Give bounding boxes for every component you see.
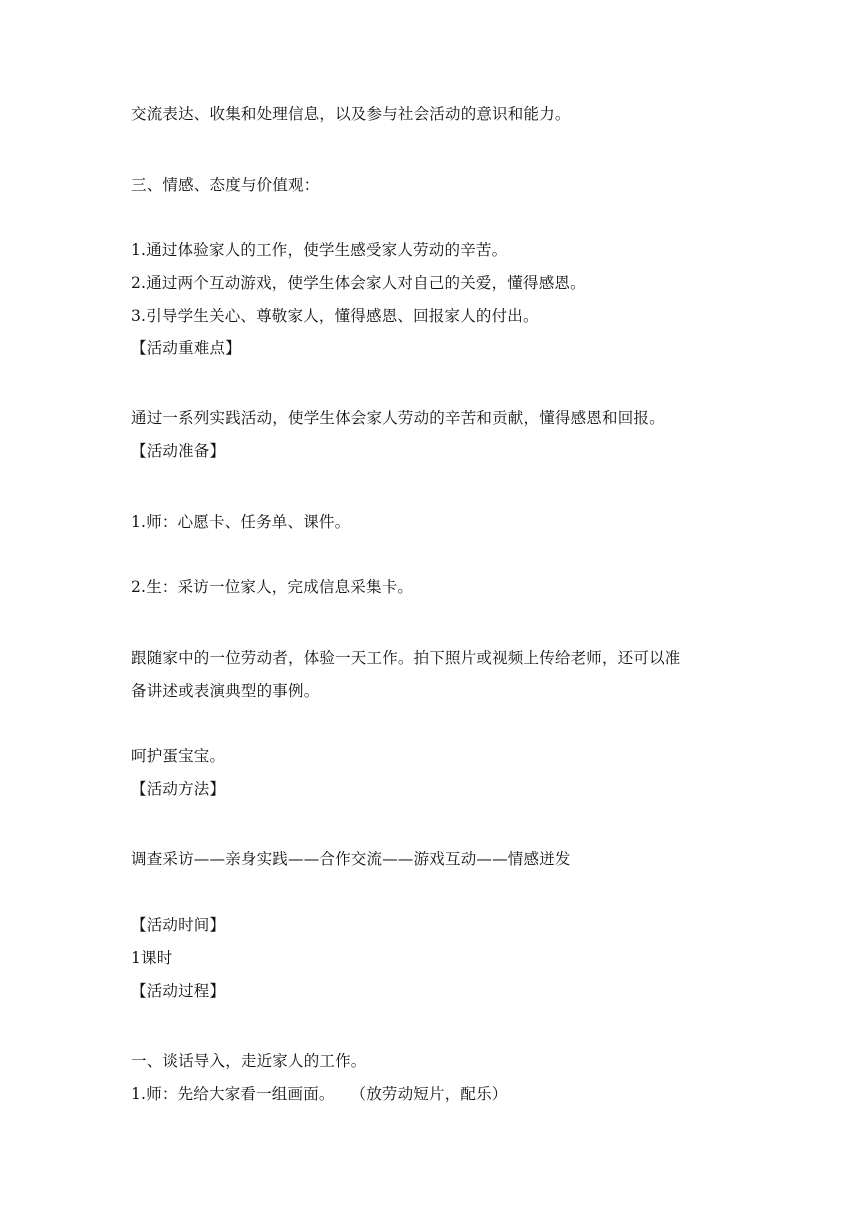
paragraph-line: 备讲述或表演典型的事例。 — [131, 682, 320, 700]
paragraph-line: 1课时 — [131, 949, 173, 967]
list-item: 2.通过两个互动游戏，使学生体会家人对自己的关爱，懂得感恩。 — [131, 274, 586, 292]
section-heading: 【活动方法】 — [131, 780, 226, 798]
list-item: 1.通过体验家人的工作，使学生感受家人劳动的辛苦。 — [131, 241, 508, 259]
list-item: 2.生：采访一位家人，完成信息采集卡。 — [131, 578, 414, 596]
paragraph-line: 调查采访——亲身实践——合作交流——游戏互动——情感迸发 — [131, 850, 571, 868]
paragraph-line: 呵护蛋宝宝。 — [131, 747, 226, 765]
list-item: 1.师：心愿卡、任务单、课件。 — [131, 513, 351, 531]
paragraph-line: 通过一系列实践活动，使学生体会家人劳动的辛苦和贡献，懂得感恩和回报。 — [131, 409, 665, 427]
section-heading: 一、谈话导入，走近家人的工作。 — [131, 1052, 367, 1070]
paragraph-line: 交流表达、收集和处理信息，以及参与社会活动的意识和能力。 — [131, 105, 571, 123]
section-heading: 【活动过程】 — [131, 982, 226, 1000]
section-heading: 【活动时间】 — [131, 916, 226, 934]
section-heading: 【活动重难点】 — [131, 339, 241, 357]
list-item: 3.引导学生关心、尊敬家人，懂得感恩、回报家人的付出。 — [131, 307, 539, 325]
section-heading: 三、情感、态度与价值观： — [131, 176, 320, 194]
section-heading: 【活动准备】 — [131, 442, 226, 460]
list-item: 1.师：先给大家看一组画面。 （放劳动短片，配乐） — [131, 1085, 508, 1103]
paragraph-line: 跟随家中的一位劳动者，体验一天工作。拍下照片或视频上传给老师，还可以准 — [131, 649, 681, 667]
